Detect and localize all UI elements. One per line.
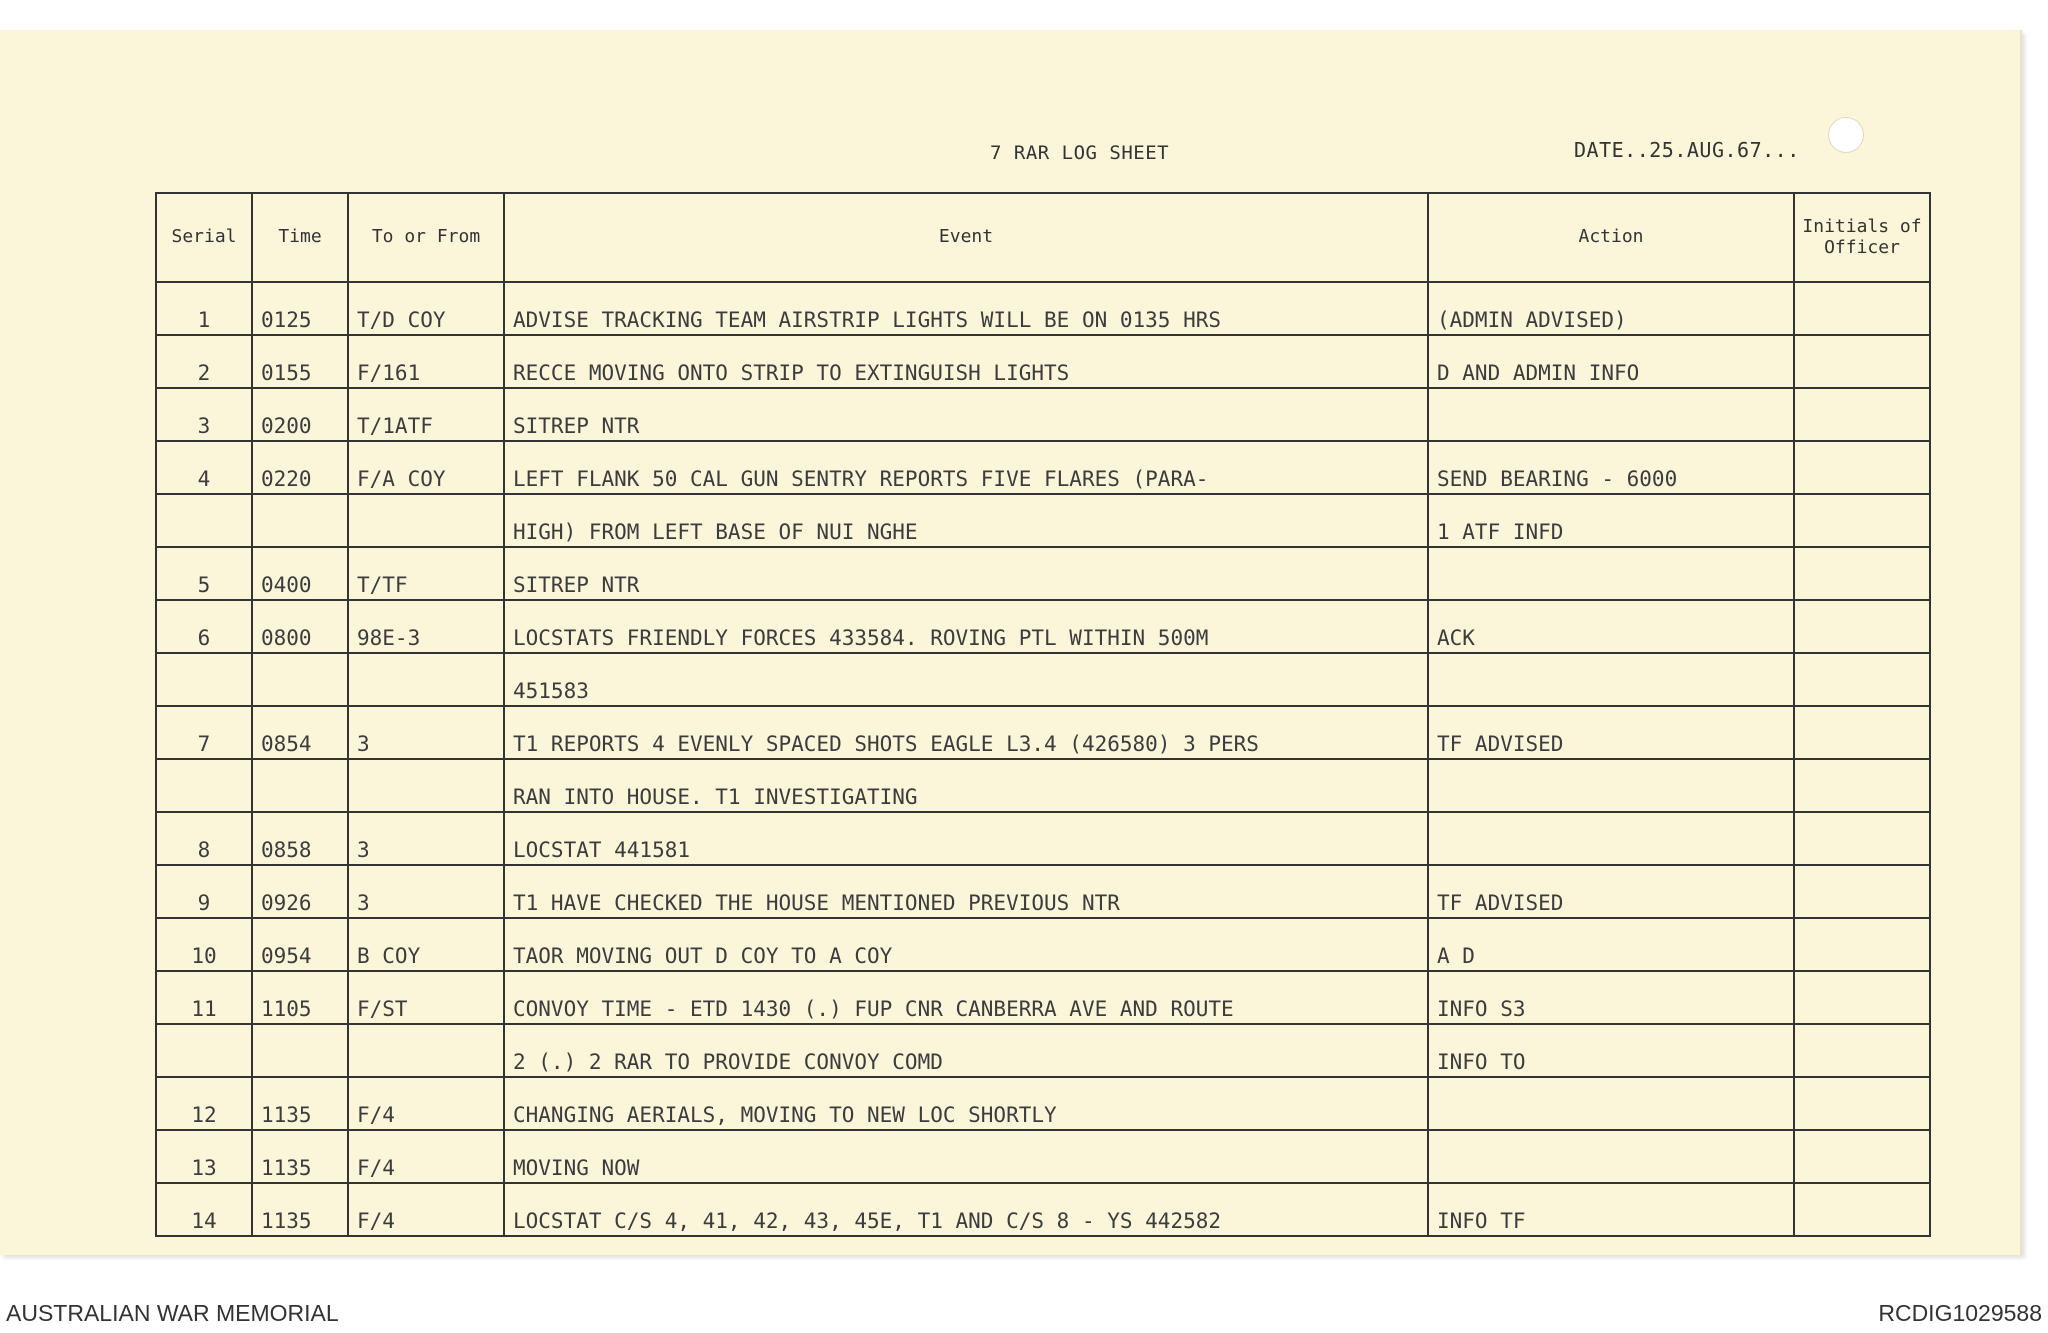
cell-serial: 10 — [156, 918, 252, 971]
cell-time: 1105 — [252, 971, 348, 1024]
credit-left: AUSTRALIAN WAR MEMORIAL — [6, 1300, 339, 1326]
cell-initials — [1794, 812, 1930, 865]
cell-action: TF ADVISED — [1428, 706, 1794, 759]
cell-event: LOCSTAT 441581 — [504, 812, 1428, 865]
header-row — [156, 193, 1930, 282]
cell-to-from — [348, 494, 504, 547]
cell-initials — [1794, 441, 1930, 494]
cell-action: INFO S3 — [1428, 971, 1794, 1024]
cell-initials — [1794, 1077, 1930, 1130]
cell-time: 0200 — [252, 388, 348, 441]
col-event: Event — [504, 193, 1428, 282]
cell-action — [1428, 653, 1794, 706]
cell-event: ADVISE TRACKING TEAM AIRSTRIP LIGHTS WILL BE ON 0135 HRS — [504, 282, 1428, 335]
col-action: Action — [1428, 193, 1794, 282]
cell-action: 1 ATF INFD — [1428, 494, 1794, 547]
cell-time: 0854 — [252, 706, 348, 759]
cell-initials — [1794, 388, 1930, 441]
cell-time: 0926 — [252, 865, 348, 918]
cell-event: SITREP NTR — [504, 388, 1428, 441]
cell-initials — [1794, 600, 1930, 653]
cell-event: 451583 — [504, 653, 1428, 706]
cell-time — [252, 1024, 348, 1077]
cell-time: 0400 — [252, 547, 348, 600]
cell-time: 0954 — [252, 918, 348, 971]
cell-serial: 12 — [156, 1077, 252, 1130]
cell-to-from: T/TF — [348, 547, 504, 600]
cell-serial: 7 — [156, 706, 252, 759]
cell-action: TF ADVISED — [1428, 865, 1794, 918]
cell-time: 0858 — [252, 812, 348, 865]
log-sheet — [0, 30, 2022, 1255]
cell-time: 0800 — [252, 600, 348, 653]
table-row — [156, 388, 1930, 441]
table-row — [156, 971, 1930, 1024]
cell-action: (ADMIN ADVISED) — [1428, 282, 1794, 335]
cell-to-from: T/1ATF — [348, 388, 504, 441]
cell-initials — [1794, 1183, 1930, 1236]
cell-time — [252, 759, 348, 812]
cell-serial: 9 — [156, 865, 252, 918]
table-row — [156, 282, 1930, 335]
cell-initials — [1794, 1024, 1930, 1077]
cell-initials — [1794, 1130, 1930, 1183]
log-table — [155, 192, 1931, 1237]
cell-initials — [1794, 335, 1930, 388]
cell-event: MOVING NOW — [504, 1130, 1428, 1183]
cell-serial: 11 — [156, 971, 252, 1024]
cell-serial: 1 — [156, 282, 252, 335]
table-row — [156, 812, 1930, 865]
cell-event: RECCE MOVING ONTO STRIP TO EXTINGUISH LIGHTS — [504, 335, 1428, 388]
cell-initials — [1794, 918, 1930, 971]
cell-event: 2 (.) 2 RAR TO PROVIDE CONVOY COMD — [504, 1024, 1428, 1077]
cell-time: 0155 — [252, 335, 348, 388]
table-row — [156, 759, 1930, 812]
sheet-date: DATE..25.AUG.67... — [1574, 138, 1800, 162]
cell-event: CHANGING AERIALS, MOVING TO NEW LOC SHORTLY — [504, 1077, 1428, 1130]
cell-action — [1428, 388, 1794, 441]
cell-initials — [1794, 706, 1930, 759]
cell-event: T1 REPORTS 4 EVENLY SPACED SHOTS EAGLE L3.4 (426580) 3 PERS — [504, 706, 1428, 759]
cell-to-from: F/4 — [348, 1183, 504, 1236]
cell-event: TAOR MOVING OUT D COY TO A COY — [504, 918, 1428, 971]
cell-action — [1428, 812, 1794, 865]
cell-time: 0125 — [252, 282, 348, 335]
cell-serial — [156, 494, 252, 547]
table-row — [156, 494, 1930, 547]
table-row — [156, 335, 1930, 388]
cell-event: LOCSTAT C/S 4, 41, 42, 43, 45E, T1 AND C/S 8 - YS 442582 — [504, 1183, 1428, 1236]
cell-action: ACK — [1428, 600, 1794, 653]
cell-event: RAN INTO HOUSE. T1 INVESTIGATING — [504, 759, 1428, 812]
cell-to-from: T/D COY — [348, 282, 504, 335]
cell-action: INFO TF — [1428, 1183, 1794, 1236]
table-row — [156, 1130, 1930, 1183]
cell-to-from: F/161 — [348, 335, 504, 388]
cell-time: 1135 — [252, 1130, 348, 1183]
cell-to-from: F/4 — [348, 1130, 504, 1183]
cell-serial: 6 — [156, 600, 252, 653]
table-row — [156, 1077, 1930, 1130]
cell-serial: 13 — [156, 1130, 252, 1183]
cell-to-from: F/A COY — [348, 441, 504, 494]
cell-event: LOCSTATS FRIENDLY FORCES 433584. ROVING PTL WITHIN 500M — [504, 600, 1428, 653]
cell-serial: 3 — [156, 388, 252, 441]
cell-time — [252, 494, 348, 547]
table-row — [156, 547, 1930, 600]
cell-initials — [1794, 282, 1930, 335]
cell-serial: 2 — [156, 335, 252, 388]
col-serial: Serial — [156, 193, 252, 282]
cell-to-from: F/4 — [348, 1077, 504, 1130]
cell-action: A D — [1428, 918, 1794, 971]
cell-event: HIGH) FROM LEFT BASE OF NUI NGHE — [504, 494, 1428, 547]
cell-initials — [1794, 971, 1930, 1024]
table-row — [156, 1183, 1930, 1236]
cell-event: T1 HAVE CHECKED THE HOUSE MENTIONED PREVIOUS NTR — [504, 865, 1428, 918]
cell-action: SEND BEARING - 6000 — [1428, 441, 1794, 494]
cell-time — [252, 653, 348, 706]
cell-to-from: 3 — [348, 812, 504, 865]
cell-action — [1428, 759, 1794, 812]
cell-to-from — [348, 653, 504, 706]
cell-serial: 4 — [156, 441, 252, 494]
cell-initials — [1794, 865, 1930, 918]
cell-initials — [1794, 653, 1930, 706]
cell-to-from: 3 — [348, 865, 504, 918]
cell-serial: 14 — [156, 1183, 252, 1236]
cell-action — [1428, 1077, 1794, 1130]
cell-action — [1428, 547, 1794, 600]
col-initials: Initials of Officer — [1794, 193, 1930, 282]
table-row — [156, 1024, 1930, 1077]
cell-event: LEFT FLANK 50 CAL GUN SENTRY REPORTS FIVE FLARES (PARA- — [504, 441, 1428, 494]
table-row — [156, 918, 1930, 971]
cell-serial — [156, 759, 252, 812]
cell-initials — [1794, 759, 1930, 812]
cell-to-from: F/ST — [348, 971, 504, 1024]
table-row — [156, 865, 1930, 918]
table-row — [156, 653, 1930, 706]
cell-to-from: B COY — [348, 918, 504, 971]
table-row — [156, 706, 1930, 759]
col-time: Time — [252, 193, 348, 282]
punch-hole — [1828, 117, 1864, 153]
cell-event: CONVOY TIME - ETD 1430 (.) FUP CNR CANBERRA AVE AND ROUTE — [504, 971, 1428, 1024]
cell-time: 1135 — [252, 1183, 348, 1236]
cell-serial: 5 — [156, 547, 252, 600]
cell-time: 1135 — [252, 1077, 348, 1130]
cell-action: D AND ADMIN INFO — [1428, 335, 1794, 388]
log-body — [156, 282, 1930, 1236]
cell-initials — [1794, 494, 1930, 547]
cell-action — [1428, 1130, 1794, 1183]
cell-action: INFO TO — [1428, 1024, 1794, 1077]
sheet-title: 7 RAR LOG SHEET — [990, 142, 1170, 164]
cell-event: SITREP NTR — [504, 547, 1428, 600]
credit-right: RCDIG1029588 — [1878, 1300, 2042, 1326]
cell-serial — [156, 653, 252, 706]
cell-to-from: 98E-3 — [348, 600, 504, 653]
col-to-from: To or From — [348, 193, 504, 282]
cell-to-from — [348, 759, 504, 812]
cell-serial: 8 — [156, 812, 252, 865]
cell-initials — [1794, 547, 1930, 600]
cell-serial — [156, 1024, 252, 1077]
cell-to-from — [348, 1024, 504, 1077]
cell-to-from: 3 — [348, 706, 504, 759]
table-row — [156, 600, 1930, 653]
table-row — [156, 441, 1930, 494]
cell-time: 0220 — [252, 441, 348, 494]
